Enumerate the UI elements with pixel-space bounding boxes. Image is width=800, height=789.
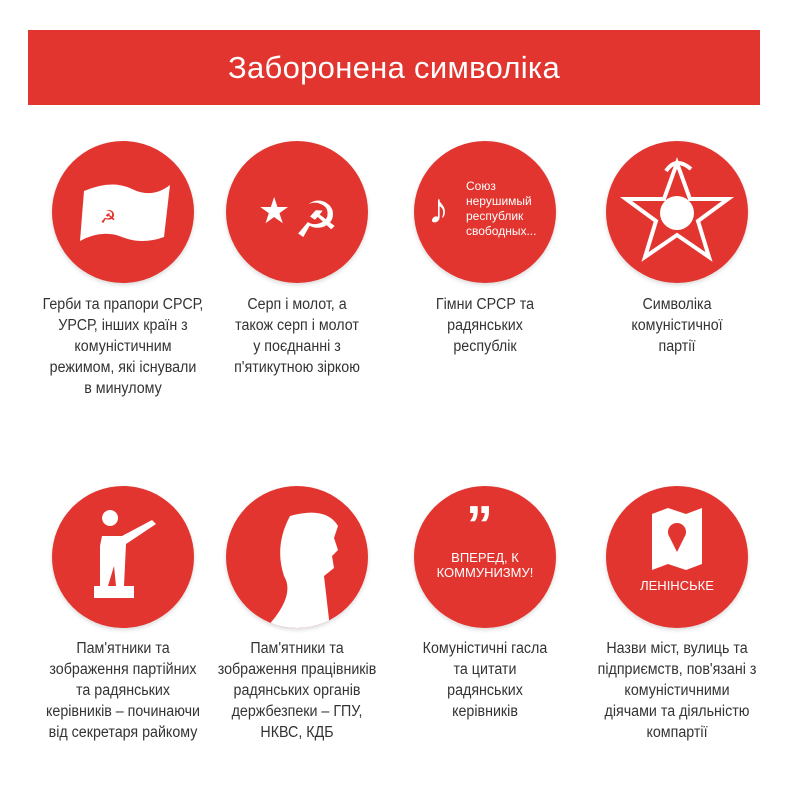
title-banner <box>28 30 760 105</box>
caption-hammer-sickle: Серп і молот, а також серп і молот у поєднанні з п'ятикутною зіркою <box>234 296 360 376</box>
star-hammer-sickle-icon <box>226 141 368 283</box>
slogan-circle <box>414 486 556 628</box>
svg-text:☭: ☭ <box>100 207 117 227</box>
caption-flags: Герби та прапори СРСР, УРСР, інших країн з комуністичним режимом, які існували в минулому <box>42 296 204 397</box>
lenin-statue-icon <box>52 486 194 628</box>
svg-text:★: ★ <box>258 190 291 231</box>
soviet-flag-icon <box>52 141 194 283</box>
caption-slogans: Комуністичні гасла та цитати радянських керівників <box>422 640 548 720</box>
pioneer-badge-icon <box>606 141 748 283</box>
quote-icon: ” <box>466 495 493 555</box>
map-label: ЛЕНІНСЬКЕ <box>640 578 714 593</box>
map-pin-icon <box>606 486 748 628</box>
caption-security-officers: Пам'ятники та зображення працівників радянських органів держбезпеки – ГПУ, НКВС, КДБ <box>217 640 377 741</box>
caption-place-names: Назви міст, вулиць та підприємств, пов'язані з комуністичними діячами та діяльністю компартії <box>597 640 757 741</box>
page-title: Заборонена символіка <box>227 49 561 85</box>
anthem-circle <box>414 141 556 283</box>
music-note-icon: ♪ <box>428 185 449 232</box>
caption-anthems: Гімни СРСР та радянських республік <box>435 296 535 355</box>
caption-party-leaders: Пам'ятники та зображення партійних та радянських керівників – починаючи від секретаря райкому <box>45 640 200 741</box>
profile-silhouette-icon <box>226 486 368 628</box>
svg-text:☭: ☭ <box>294 192 339 248</box>
slogan-text: ВПЕРЕД, К КОММУНИЗМУ! <box>436 550 534 580</box>
map-circle <box>606 486 748 628</box>
anthem-lyrics: Союз нерушимый республик свободных... <box>466 179 537 238</box>
caption-party-symbols: Символіка комуністичної партії <box>631 296 723 355</box>
